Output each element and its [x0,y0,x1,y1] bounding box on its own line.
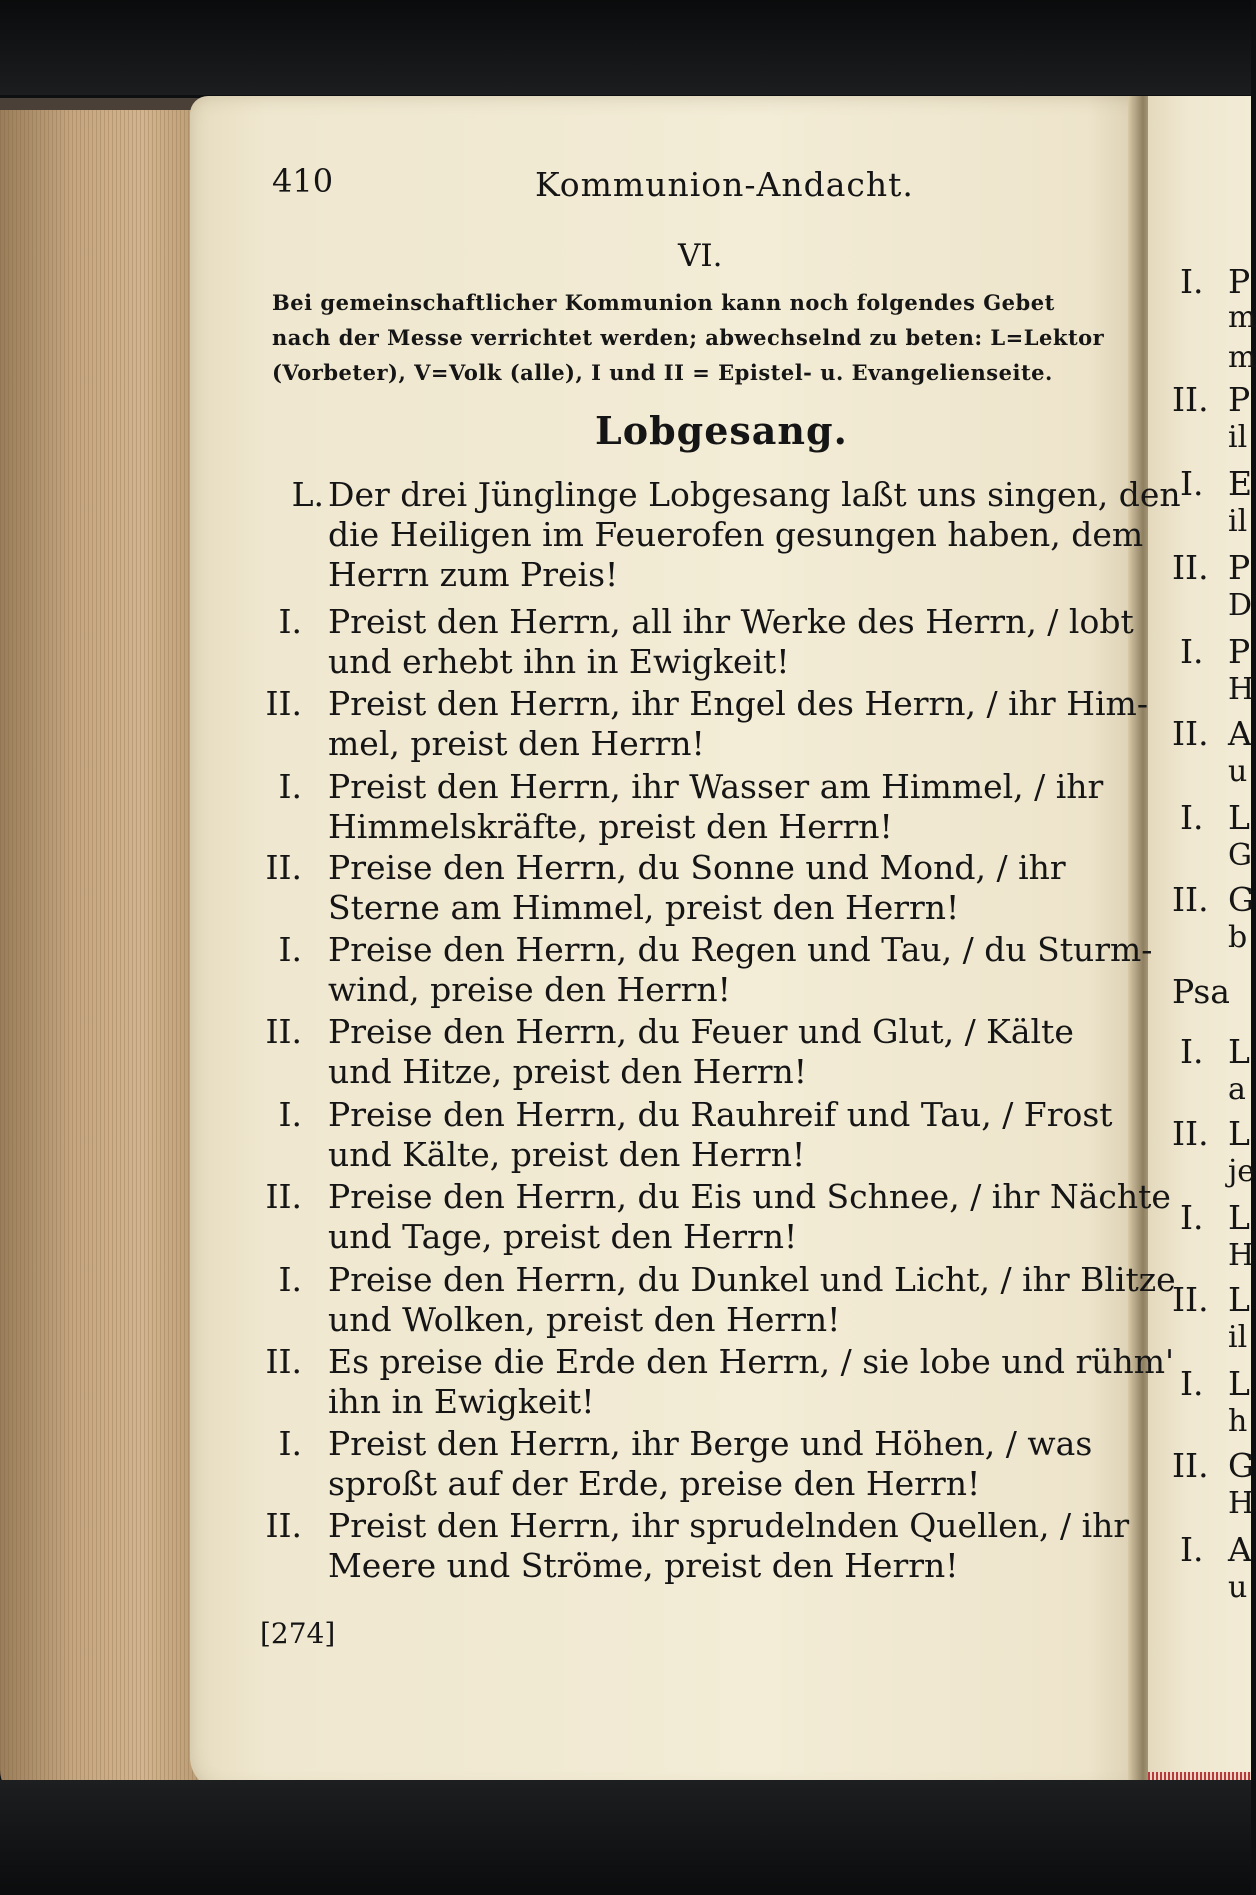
verse-marker: I. [278,767,302,806]
verse-marker: II. [265,1506,302,1545]
right-text-fragment: G [1228,838,1252,873]
background-bottom [0,1780,1251,1895]
verse-line: Himmelskräfte, preist den Herrn! [328,807,893,846]
verse-line: Preise den Herrn, du Dunkel und Licht, / ihr Blitze [328,1260,1176,1299]
rubric-line: Bei gemeinschaftlicher Kommunion kann noch folgendes Gebet [272,290,1055,315]
verse-line: und Kälte, preist den Herrn! [328,1135,806,1174]
right-text-fragment: A [1228,714,1252,753]
verse-line: Preise den Herrn, du Eis und Schnee, / ihr Nächte [328,1177,1171,1216]
verse-line: und erhebt ihn in Ewigkeit! [328,642,790,681]
right-text-fragment: u [1228,754,1248,789]
right-text-fragment: P [1228,262,1251,301]
verse-line: und Hitze, preist den Herrn! [328,1052,808,1091]
verse-line: Preist den Herrn, all ihr Werke des Herrn, / lobt [328,602,1134,641]
verse-line: sproßt auf der Erde, preise den Herrn! [328,1464,981,1503]
verse-line: ihn in Ewigkeit! [328,1382,595,1421]
verse-line: Preist den Herrn, ihr Berge und Höhen, / was [328,1424,1093,1463]
verse-marker: I. [278,1095,302,1134]
right-text-fragment: P [1228,548,1251,587]
right-text-fragment: H [1228,1486,1255,1521]
verse [0,1095,1251,1175]
right-text-fragment: H [1228,1238,1255,1273]
page-number: 410 [272,162,334,200]
right-text-fragment: L [1228,1198,1250,1237]
right-text-fragment: E [1228,464,1253,503]
right-verse-marker: I. [1180,1530,1204,1569]
verse [0,767,1251,847]
running-title: Kommunion-Andacht. [535,165,914,204]
right-text-fragment: A [1228,1530,1252,1569]
verse-line: Preise den Herrn, du Sonne und Mond, / ihr [328,848,1066,887]
right-text-fragment: il [1228,504,1248,539]
verse-line: die Heiligen im Feuerofen gesungen haben, dem [328,515,1144,554]
right-verse-marker: II. [1172,548,1209,587]
verse-line: Meere und Ströme, preist den Herrn! [328,1546,959,1585]
right-text-fragment: b [1228,920,1248,955]
right-verse-marker: II. [1172,1280,1209,1319]
right-text-fragment: G [1228,880,1255,919]
right-text-fragment: L [1228,1364,1250,1403]
verse-line: Herrn zum Preis! [328,555,619,594]
section-number: VI. [678,238,723,274]
rubric-line: nach der Messe verrichtet werden; abwechselnd zu beten: L=Lektor [272,325,1105,350]
right-text-fragment: G [1228,1446,1255,1485]
verse-line: wind, preise den Herrn! [328,970,731,1009]
right-verse-marker: II. [1172,380,1209,419]
verse [0,930,1251,1010]
verse-marker: I. [278,930,302,969]
right-text-fragment: L [1228,1032,1250,1071]
hymn-title: Lobgesang. [595,408,848,453]
verse-marker: II. [265,1342,302,1381]
right-verse-marker: I. [1180,1032,1204,1071]
verse-line: Preise den Herrn, du Feuer und Glut, / Kälte [328,1012,1074,1051]
verse-marker: I. [278,602,302,641]
verse-marker: II. [265,1012,302,1051]
verse [0,1506,1251,1586]
verse-line: Preist den Herrn, ihr sprudelnden Quellen, / ihr [328,1506,1130,1545]
verse [0,602,1251,682]
verse [0,1342,1251,1422]
right-verse-marker: I. [1180,1364,1204,1403]
right-section-heading: Psa [1172,972,1230,1011]
verse-line: Es preise die Erde den Herrn, / sie lobe und rühm' [328,1342,1175,1381]
verse [0,684,1251,764]
right-verse-marker: I. [1180,464,1204,503]
right-verse-marker: II. [1172,1446,1209,1485]
verse [0,848,1251,928]
right-verse-marker: I. [1180,1198,1204,1237]
right-verse-marker: I. [1180,262,1204,301]
verse-marker: L. [291,475,324,514]
right-text-fragment: a [1228,1072,1246,1107]
right-text-fragment: u [1228,1570,1248,1605]
rubric-line: (Vorbeter), V=Volk (alle), I und II = Epistel- u. Evangelienseite. [272,360,1053,385]
verse [0,1177,1251,1257]
right-text-fragment: H [1228,672,1255,707]
signature-number: [274] [260,1617,336,1650]
verse-marker: I. [278,1260,302,1299]
right-text-fragment: D [1228,588,1253,623]
verse-line: und Tage, preist den Herrn! [328,1217,798,1256]
verse-line: Sterne am Himmel, preist den Herrn! [328,888,960,927]
right-text-fragment: h [1228,1404,1248,1439]
verse-line: und Wolken, preist den Herrn! [328,1300,841,1339]
right-text-fragment: m [1228,340,1256,375]
right-text-fragment: m [1228,300,1256,335]
right-text-fragment: L [1228,1280,1250,1319]
verse-marker: I. [278,1424,302,1463]
verse [0,1424,1251,1504]
right-text-fragment: je [1228,1154,1256,1189]
verse-line: Preist den Herrn, ihr Wasser am Himmel, / ihr [328,767,1104,806]
background-top [0,0,1251,95]
right-verse-marker: I. [1180,632,1204,671]
right-verse-marker: II. [1172,714,1209,753]
verse-line: Preise den Herrn, du Regen und Tau, / du Sturm- [328,930,1153,969]
verse-marker: II. [265,1177,302,1216]
verse-marker: II. [265,848,302,887]
verse-marker: II. [265,684,302,723]
verse-line: Preist den Herrn, ihr Engel des Herrn, / ihr Him- [328,684,1148,723]
right-text-fragment: L [1228,1114,1250,1153]
right-verse-marker: II. [1172,1114,1209,1153]
verse-line: mel, preist den Herrn! [328,724,705,763]
verse-line: Der drei Jünglinge Lobgesang laßt uns singen, den [328,475,1181,514]
right-verse-marker: I. [1180,798,1204,837]
right-text-fragment: il [1228,1320,1248,1355]
verse-line: Preise den Herrn, du Rauhreif und Tau, / Frost [328,1095,1113,1134]
right-text-fragment: P [1228,380,1251,419]
verse [0,1012,1251,1092]
right-text-fragment: il [1228,420,1248,455]
right-verse-marker: II. [1172,880,1209,919]
right-text-fragment: P [1228,632,1251,671]
right-text-fragment: L [1228,798,1250,837]
verse [0,1260,1251,1340]
